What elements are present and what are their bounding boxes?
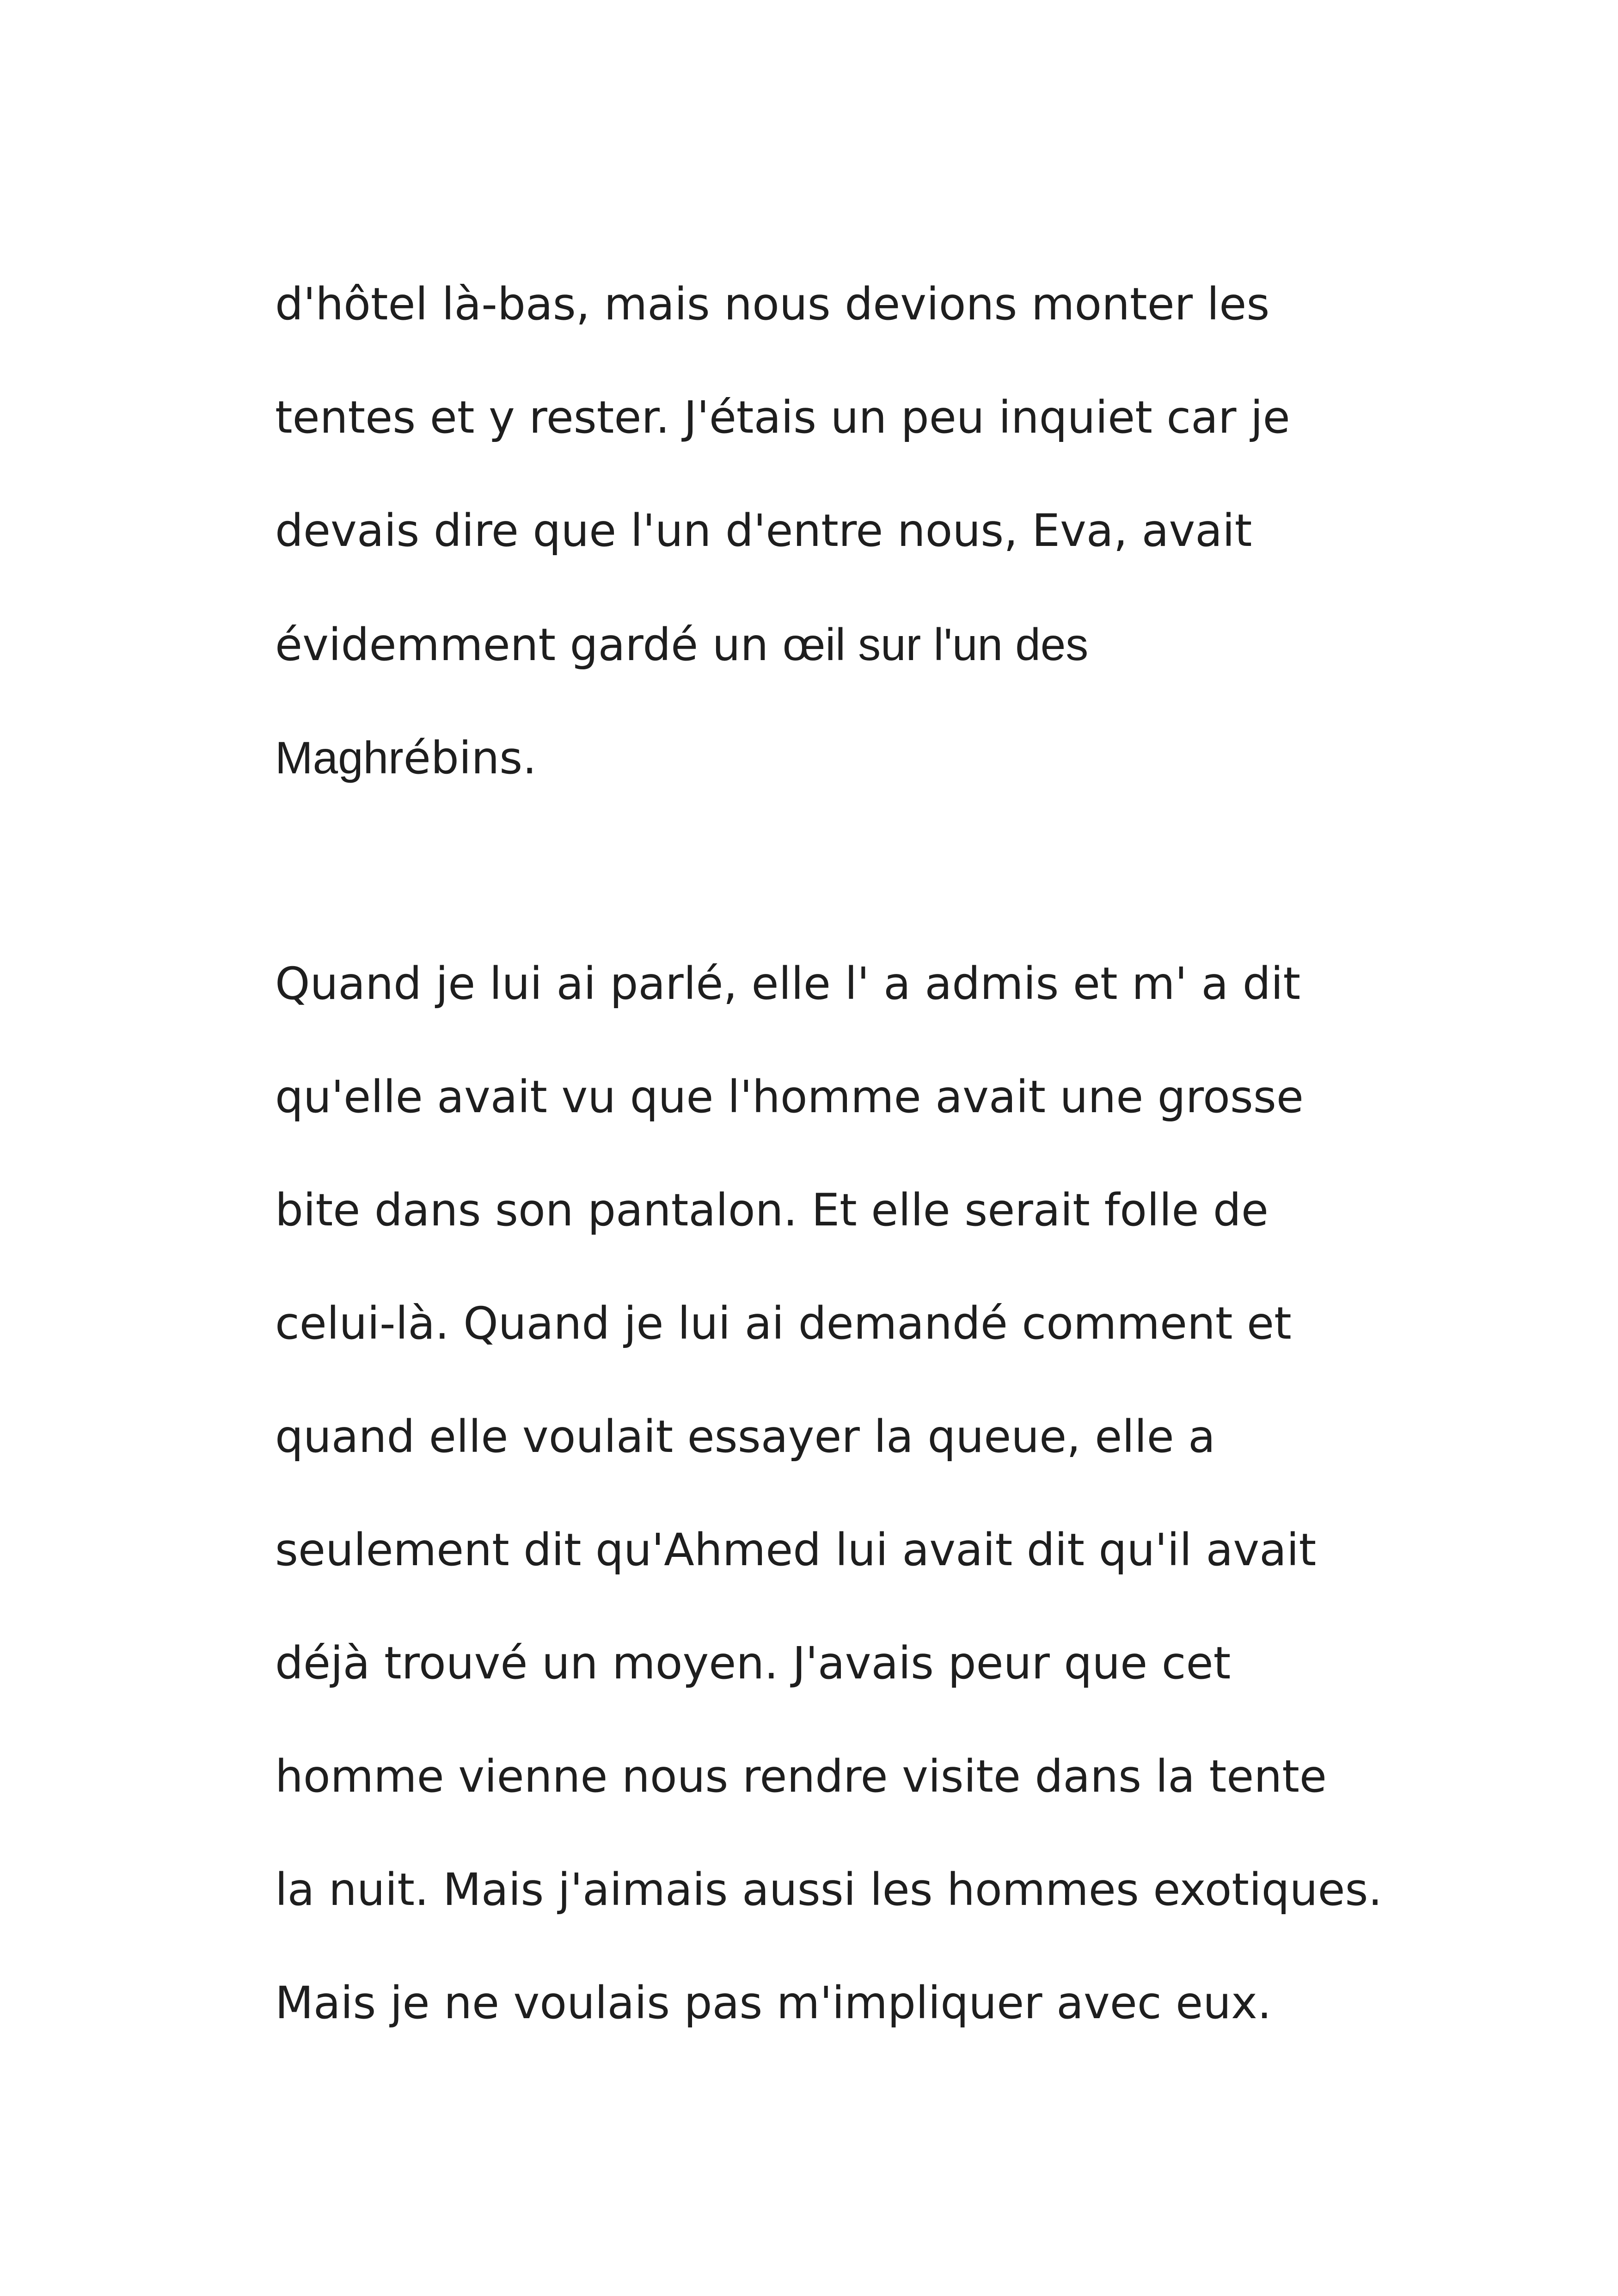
text-line: déjà trouvé un moyen. J'avais peur que cet [275,1637,1231,1689]
text-line: qu'elle avait vu que l'homme avait une grosse [275,1071,1304,1123]
text-line: Mais je ne voulais pas m'impliquer avec eux. [275,1977,1272,2029]
text-segment-alt-font: Maghr [275,732,404,783]
text-line: celui-là. Quand je lui ai demandé comment et [275,1298,1292,1349]
text-line [275,619,1089,671]
text-line: bite dans son pantalon. Et elle serait folle de [275,1184,1269,1236]
text-line: devais dire que l'un d'entre nous, Eva, avait [275,505,1252,557]
text-line: Quand je lui ai parlé, elle l' a admis et m' a dit [275,958,1301,1010]
text-segment: évidemment gardé un [275,619,783,671]
text-segment-alt-font: œil sur l'un des [782,619,1089,670]
text-line: tentes et y rester. J'étais un peu inquiet car je [275,392,1290,443]
text-line: seulement dit qu'Ahmed lui avait dit qu'il avait [275,1524,1317,1576]
text-line [275,732,537,784]
text-segment: ébins. [403,732,537,784]
text-line: homme vienne nous rendre visite dans la tente [275,1751,1327,1802]
text-line: d'hôtel là-bas, mais nous devions monter les [275,278,1270,330]
text-line: la nuit. Mais j'aimais aussi les hommes exotiques. [275,1864,1383,1916]
text-line: quand elle voulait essayer la queue, elle a [275,1411,1215,1463]
